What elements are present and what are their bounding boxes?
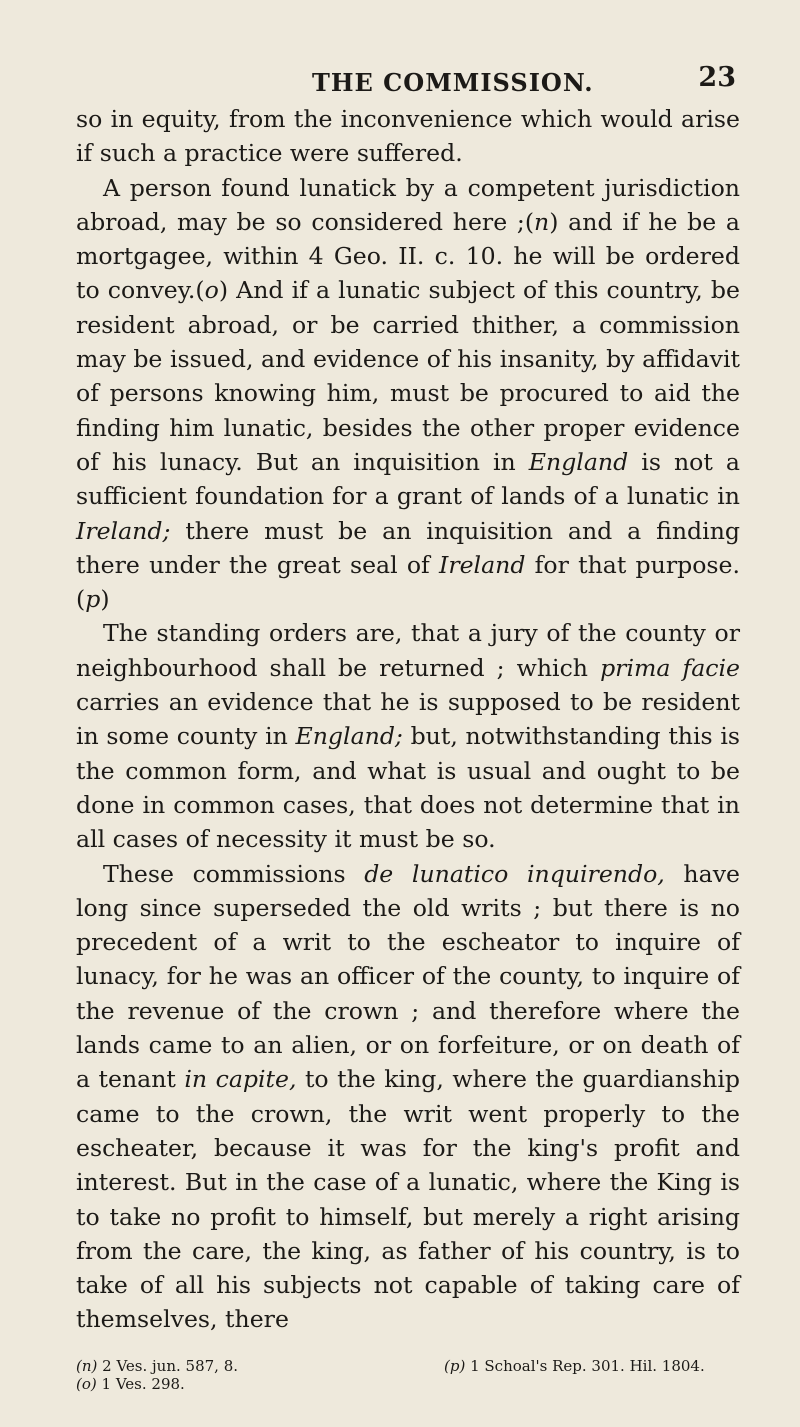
text-run: carries an evidence that he is supposed to be resident in some county in (76, 688, 740, 751)
text-run: ) (100, 585, 110, 614)
italic-text: o (204, 276, 219, 305)
footnote-mark: (n) (76, 1356, 98, 1375)
running-title: THE COMMISSION. (312, 68, 594, 97)
running-head (76, 62, 740, 102)
italic-text: in capite, (184, 1065, 297, 1094)
body-text (76, 102, 740, 1337)
text-run: there must be an inquisition and a finding there under the great seal of (76, 516, 740, 579)
page-number: 23 (698, 62, 736, 93)
footnote-mark: (p) (444, 1356, 466, 1375)
footnote-text: 1 Schoal's Rep. 301. Hil. 1804. (465, 1356, 705, 1375)
text-run: is not a sufficient foundation for a grant of lands of a lunatic in (76, 447, 740, 511)
text-run: ) and if he be a mortgagee, within 4 Geo. II. c. 10. he will be ordered to convey.( (76, 207, 741, 305)
text-run: so in equity, from the inconvenience which would arise if such a practice were suffered. (76, 105, 740, 168)
footnote (76, 1357, 444, 1375)
paragraph (76, 102, 740, 171)
italic-text: n (534, 207, 550, 236)
paragraph (76, 616, 740, 856)
italic-text: Ireland (439, 550, 526, 579)
italic-text: England; (295, 722, 403, 751)
footnote (444, 1357, 740, 1375)
text-run: for that purpose.( (76, 550, 740, 614)
italic-text: de lunatico inquirendo, (364, 859, 665, 888)
text-run: The standing orders are, that a jury of the county or neighbourhood shall be returned ; which (76, 619, 740, 682)
footnote-text: 2 Ves. jun. 587, 8. (97, 1356, 239, 1375)
paragraph (76, 171, 740, 617)
text-run: These commissions (103, 859, 365, 888)
italic-text: England (528, 447, 629, 476)
footnote-mark: (o) (76, 1374, 97, 1393)
italic-text: p (85, 585, 101, 614)
text-run: to the king, where the guardianship came to the crown, the writ went properly to the escheater, because it was for the king's profit and interest. But in the case of a lunatic, where the King is to take no profit to himself, but merely a right arising from the care, the king, as father of his country, is to take of all his subjects not capable of taking care of themselves, there (76, 1065, 740, 1334)
footnotes-right-column (444, 1357, 740, 1393)
footnotes (76, 1357, 740, 1393)
text-run: ) And if a lunatic subject of this country, be resident abroad, or be carried thither, a commission may be issued, and evidence of his insanity, by affidavit of persons knowing him, must be procured to aid the finding him lunatic, besides the other proper evidence of his lunacy. But an inquisition in (76, 276, 740, 476)
italic-text: Ireland; (76, 516, 171, 545)
italic-text: prima facie (600, 653, 740, 682)
text-run: have long since superseded the old writs ; but there is no precedent of a writ to the escheator to inquire of lunacy, for he was an officer of the county, to inquire of the revenue of the crown ; and therefore where the lands came to an alien, or on forfeiture, or on death of a tenant (76, 859, 740, 1094)
paragraph (76, 857, 740, 1337)
text-run: A person found lunatick by a competent jurisdiction abroad, may be so considered here ;( (76, 173, 740, 236)
text-run: but, notwithstanding this is the common form, and what is usual and ought to be done in common cases, that does not determine that in all cases of necessity it must be so. (76, 722, 740, 854)
footnotes-left-column (76, 1357, 444, 1393)
footnote-text: 1 Ves. 298. (96, 1374, 185, 1393)
footnote (76, 1375, 444, 1393)
